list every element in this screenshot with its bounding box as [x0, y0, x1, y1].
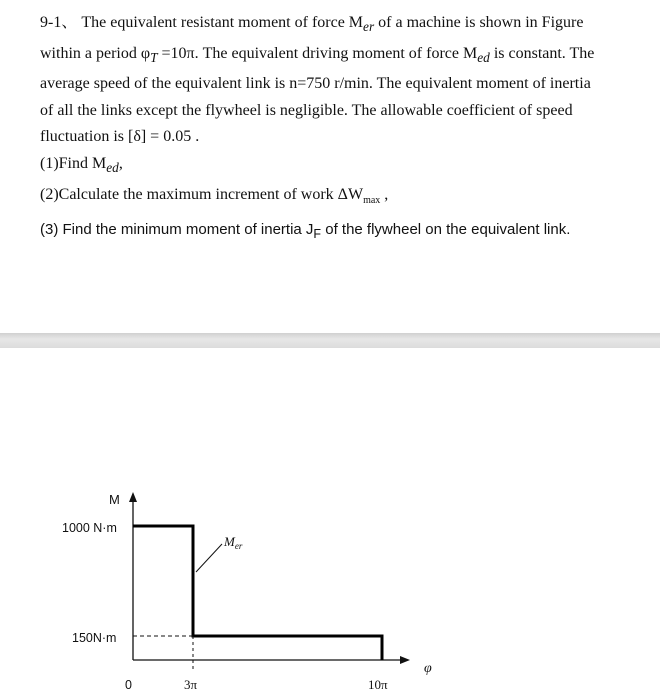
- question-1: (1)Find $M_{ed}$,: [40, 154, 123, 176]
- x-tick-3pi: 3π: [184, 677, 198, 692]
- x-axis-label: φ: [424, 661, 432, 676]
- problem-statement-line-2: within a period $\varphi_T =10\pi$. The equivalent driving moment of force $M_{ed}$ is constant. The: [40, 44, 595, 65]
- problem-statement-line-4: of all the links except the flywheel is negligible. The allowable coefficient of speed: [40, 101, 573, 119]
- y-axis-arrow: [129, 492, 137, 502]
- y-axis-label: M: [109, 492, 120, 507]
- question-3: (3) Find the minimum moment of inertia $J_F$ of the flywheel on the equivalent link.: [40, 221, 571, 242]
- resistant-moment-curve: [133, 526, 382, 660]
- problem-statement-line-3: average speed of the equivalent link is n=750 r/min. The equivalent moment of inertia: [40, 75, 591, 93]
- problem-statement-line-5: fluctuation is [δ] = 0.05 .: [40, 128, 200, 146]
- problem-text: [40, 10, 625, 248]
- page-divider: [0, 333, 660, 348]
- curve-label: $M_{er}$: [224, 534, 243, 551]
- curve-label-leader: [196, 544, 222, 572]
- question-2: (2)Calculate the maximum increment of work $\Delta W_{max}$ ,: [40, 185, 389, 206]
- moment-diagram: [0, 480, 660, 700]
- y-tick-1000: 1000 N·m: [62, 521, 117, 535]
- x-tick-10pi: 10π: [368, 677, 388, 692]
- problem-statement-line-1: 9-1、 The equivalent resistant moment of force $M_{er}$ of a machine is shown in Figure: [40, 14, 584, 35]
- problem-number: 9-1、: [40, 14, 78, 31]
- x-axis-arrow: [400, 656, 410, 664]
- y-tick-150: 150N·m: [72, 631, 117, 645]
- x-tick-origin: 0: [125, 678, 132, 692]
